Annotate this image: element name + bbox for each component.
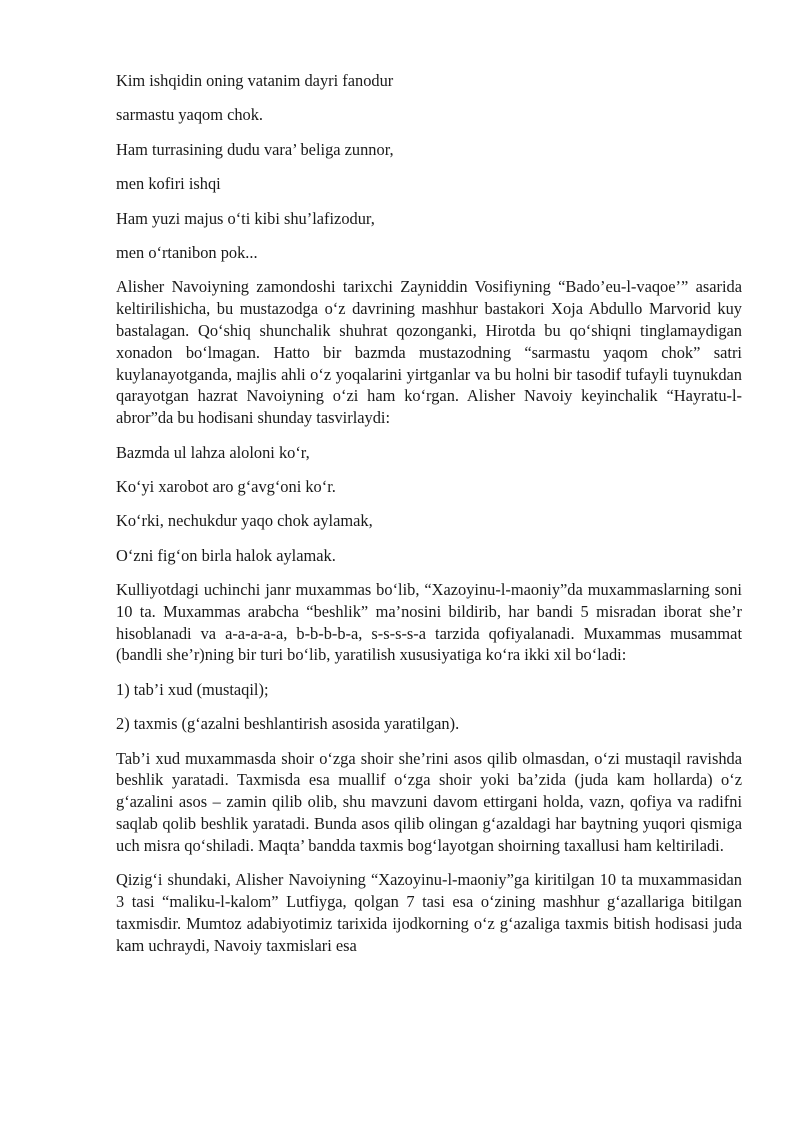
verse-line: men kofiri ishqi — [116, 174, 221, 194]
verse-line: Bazmda ul lahza aloloni ko‘r, — [116, 442, 310, 462]
verse-line: Kim ishqidin oning vatanim dayri fanodur — [116, 71, 394, 90]
verse-line: sarmastu yaqom chok. — [116, 105, 264, 125]
verse-line: Ham turrasining dudu vara’ beliga zunnor, — [116, 139, 394, 159]
list-item: 1) tab’i xud (mustaqil); — [116, 679, 269, 699]
document-page — [116, 70, 742, 969]
list-item: 2) taxmis (g‘azalni beshlantirish asosida yaratilgan). — [116, 714, 460, 734]
verse-line: Ko‘yi xarobot aro g‘avg‘oni ko‘r. — [116, 476, 336, 496]
paragraph-vosifiy: Alisher Navoiyning zamondoshi tarixchi Zayniddin Vosifiyning “Bado’eu-l-vaqoe’” asarida keltirilishicha, bu mustazodga o‘z davrining mashhur bastakori Xoja Abdullo Marvorid kuy bastalagan. Qo‘shiq shunchalik shuhrat qozonganki, Hirotda bu qo‘shiqni tinglamaydigan xonadon bo‘lmagan. Hatto bir bazmda mustazodning “sarmastu yaqom chok” satri kuylanayotganda, majlis ahli o‘z yoqalarini yirtganlar va bu holni bir tasodif tufayli tuynukdan qarayotgan hazrat Navoiyning o‘zi ham ko‘rgan. Alisher Navoiy keyinchalik “Hayratu-l- abror”da bu hodisani shunday tasvirlaydi: — [116, 277, 742, 428]
paragraph-tabi-xud: Tab’i xud muxammasda shoir o‘zga shoir she’rini asos qilib olmasdan, o‘zi mustaqil ravishda beshlik yaratadi. Taxmisda esa muallif o‘zga shoir yoki ba’zida (juda kam hollarda) o‘z g‘azalini asos – zamin qilib olib, shu mavzuni davom ettirgani holda, vazn, qofiya va radifni saqlab qolib beshlik yaratadi. Bunda asos qilib olingan g‘azaldagi har baytning yuqori qismiga uch misra qo‘shiladi. Maqta’ bandda taxmis bog‘layotgan shoirning taxallusi ham keltiriladi. — [116, 748, 742, 855]
verse-line: Ham yuzi majus o‘ti kibi shu’lafizodur, — [116, 208, 375, 228]
paragraph-muxammas: Kulliyotdagi uchinchi janr muxammas bo‘lib, “Xazoyinu-l-maoniy”da muxammaslarning soni 10 ta. Muxammas arabcha “beshlik” ma’nosini bildirib, har bandi 5 misradan iborat she’r hisoblanadi va a-a-a-a-a, b-b-b-b-a, s-s-s-s-a tarzida qofiyalanadi. Muxammas musammat (bandli she’r)ning bir turi bo‘lib, yaratilish xususiyatiga ko‘ra ikki xil bo‘ladi: — [116, 580, 742, 665]
paragraph-qizigi: Qizig‘i shundaki, Alisher Navoiyning “Xazoyinu-l-maoniy”ga kiritilgan 10 ta muxammasidan 3 tasi “maliku-l-kalom” Lutfiyga, qolgan 7 tasi esa o‘zining mashhur g‘azallariga bitilgan taxmisdir. Mumtoz adabiyotimiz tarixida ijodkorning o‘z g‘azaliga taxmis bitish hodisasi juda kam uchraydi, Navoiy taxmislari esa — [116, 870, 742, 955]
verse-line: O‘zni fig‘on birla halok aylamak. — [116, 545, 336, 565]
verse-line: Ko‘rki, nechukdur yaqo chok aylamak, — [116, 511, 373, 531]
verse-line: men o‘rtanibon pok... — [116, 242, 258, 262]
